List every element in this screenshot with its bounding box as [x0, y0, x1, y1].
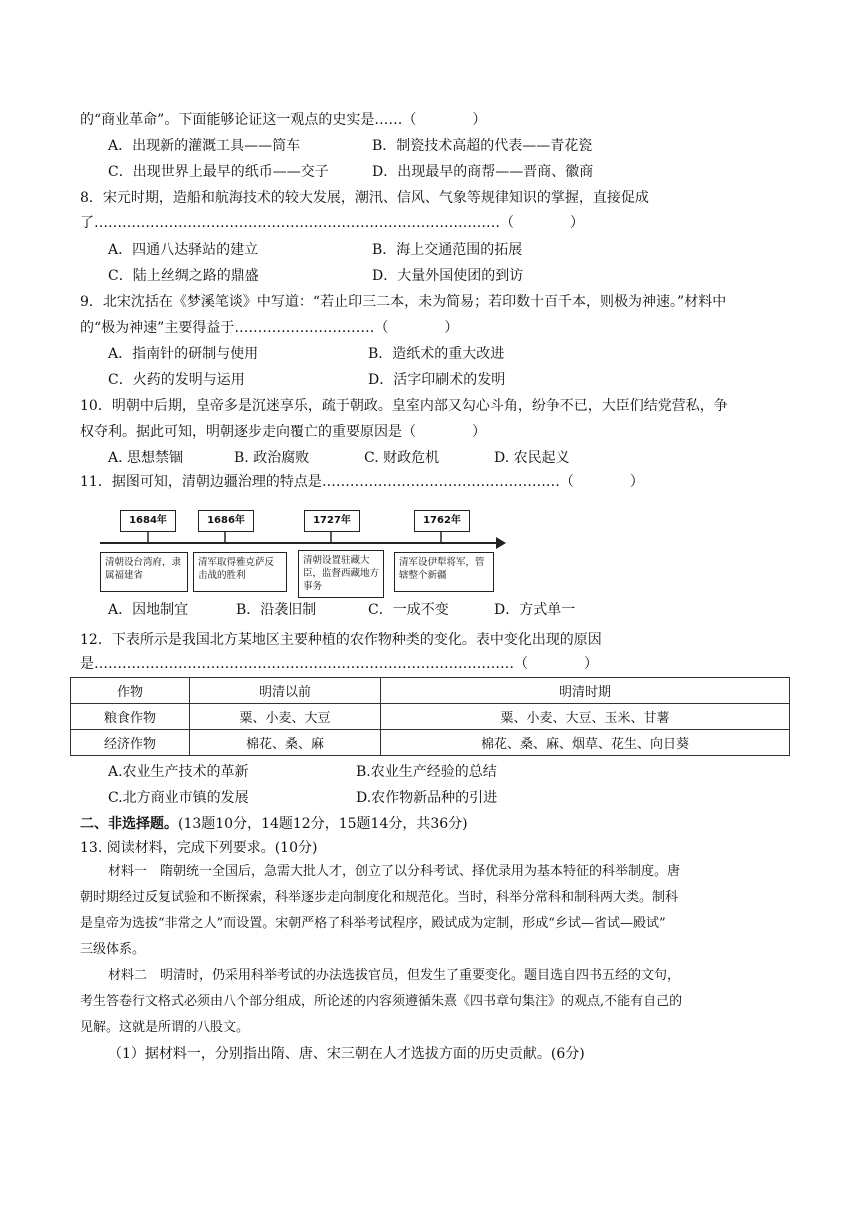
timeline-year: 1762年: [414, 510, 470, 532]
table-cell: 棉花、桑、麻: [190, 730, 381, 756]
q11-option-d: D．方式单一: [494, 602, 576, 618]
q8-option-a: A．四通八达驿站的建立: [108, 242, 259, 258]
table-header: 作物: [71, 678, 190, 704]
table-row: [71, 704, 790, 730]
q8-option-b: B．海上交通范围的拓展: [372, 242, 523, 258]
q10-option-c: C. 财政危机: [364, 450, 440, 466]
q13-material1-line: 三级体系。: [80, 942, 146, 957]
timeline-figure: [98, 500, 518, 600]
q13-material1-line: 朝时期经过反复试验和不断探索，科举逐步走向制度化和规范化。当时，科举分常科和制科两大类。制科: [80, 890, 679, 905]
q13-material2-line: 见解。这就是所谓的八股文。: [80, 1020, 250, 1035]
table-cell: 粟、小麦、大豆: [190, 704, 381, 730]
q11-option-c: C．一成不变: [368, 602, 449, 618]
q13-material2-line: 材料二 明清时，仍采用科举考试的办法选拔官员，但发生了重要变化。题目选自四书五经的文句，: [108, 968, 681, 983]
table-header: 明清时期: [381, 678, 790, 704]
q10-option-b: B. 政治腐败: [234, 450, 310, 466]
section2-heading: [80, 814, 468, 834]
q13-material2-line: 考生答卷行文格式必须由八个部分组成，所论述的内容须遵循朱熹《四书章句集注》的观点,不能有自己的: [80, 994, 683, 1009]
timeline-event: 清军取得雅克萨反击战的胜利: [193, 552, 287, 592]
q13-material1-line: 是皇帝为选拔“非常之人”而设置。宋朝严格了科举考试程序，殿试成为定制，形成“乡试—省试—殿试”: [80, 916, 666, 931]
table-header-row: [71, 678, 790, 704]
timeline-year: 1727年: [304, 510, 360, 532]
q12-option-d: D.农作物新品种的引进: [356, 790, 498, 806]
table-cell: 粮食作物: [71, 704, 190, 730]
q12-stem-line2: 是………………………………………………………………………………（ ）: [80, 656, 598, 672]
q13-stem: 13. 阅读材料，完成下列要求。(10分): [80, 840, 318, 856]
section2-note: (13题10分，14题12分，15题14分，共36分): [178, 816, 468, 832]
q13-material1-line: 材料一 隋朝统一全国后，急需大批人才，创立了以分科考试、择优录用为基本特征的科举制度。唐: [108, 864, 681, 879]
timeline-event: 清军设伊犁将军，管辖整个新疆: [394, 552, 494, 592]
q9-option-c: C．火药的发明与运用: [108, 372, 245, 388]
q10-stem-line2: 权夺利。据此可知，明朝逐步走向覆亡的重要原因是（ ）: [80, 424, 486, 440]
q12-option-b: B.农业生产经验的总结: [356, 764, 497, 780]
timeline-event: 清朝设台湾府，隶属福建省: [100, 552, 188, 592]
q12-option-a: A.农业生产技术的革新: [108, 764, 249, 780]
q9-option-a: A．指南针的研制与使用: [108, 346, 259, 362]
q8-option-c: C．陆上丝绸之路的鼎盛: [108, 268, 259, 284]
section2-title: 二、非选择题。: [80, 816, 178, 832]
q11-stem: 11．据图可知，清朝边疆治理的特点是……………………………………………（ ）: [80, 474, 644, 490]
q11-option-a: A．因地制宜: [108, 602, 189, 618]
q9-stem-line2: 的“极为神速”主要得益于…………………………（ ）: [80, 320, 459, 336]
q10-stem-line1: 10．明朝中后期，皇帝多是沉迷享乐，疏于朝政。皇室内部又勾心斗角，纷争不已，大臣们结党营私，争: [80, 398, 728, 414]
q8-stem-line1: 8．宋元时期，造船和航海技术的较大发展，潮汛、信风、气象等规律知识的掌握，直接促成: [80, 190, 649, 206]
timeline-year: 1686年: [198, 510, 254, 532]
q7-option-d: D．出现最早的商帮——晋商、徽商: [372, 164, 594, 180]
q9-option-b: B．造纸术的重大改进: [368, 346, 505, 362]
q10-option-a: A. 思想禁锢: [108, 450, 184, 466]
q8-option-d: D．大量外国使团的到访: [372, 268, 524, 284]
q12-option-c: C.北方商业市镇的发展: [108, 790, 249, 806]
table-row: [71, 730, 790, 756]
q11-option-b: B．沿袭旧制: [236, 602, 317, 618]
q10-option-d: D. 农民起义: [494, 450, 570, 466]
q9-stem-line1: 9．北宋沈括在《梦溪笔谈》中写道：“若止印三二本，未为简易；若印数十百千本，则极为神速。”材料中: [80, 294, 727, 310]
q7-stem: 的“商业革命”。下面能够论证这一观点的史实是……（ ）: [80, 112, 487, 128]
q7-option-c: C．出现世界上最早的纸币——交子: [108, 164, 329, 180]
q7-option-a: A．出现新的灌溉工具——筒车: [108, 138, 301, 154]
timeline-arrow: [496, 537, 506, 549]
q8-stem-line2: 了……………………………………………………………………………（ ）: [80, 215, 584, 231]
timeline-event: 清朝设置驻藏大臣，监督西藏地方事务: [298, 550, 384, 598]
q7-option-b: B．制瓷技术高超的代表——青花瓷: [372, 138, 593, 154]
q13-sub1: （1）据材料一，分别指出隋、唐、宋三朝在人才选拔方面的历史贡献。(6分): [108, 1046, 585, 1062]
timeline-year: 1684年: [120, 510, 176, 532]
table-header: 明清以前: [190, 678, 381, 704]
table-cell: 棉花、桑、麻、烟草、花生、向日葵: [381, 730, 790, 756]
table-cell: 粟、小麦、大豆、玉米、甘薯: [381, 704, 790, 730]
q12-stem-line1: 12．下表所示是我国北方某地区主要种植的农作物种类的变化。表中变化出现的原因: [80, 632, 602, 648]
table-cell: 经济作物: [71, 730, 190, 756]
q9-option-d: D．活字印刷术的发明: [368, 372, 506, 388]
crop-table: [70, 677, 790, 756]
